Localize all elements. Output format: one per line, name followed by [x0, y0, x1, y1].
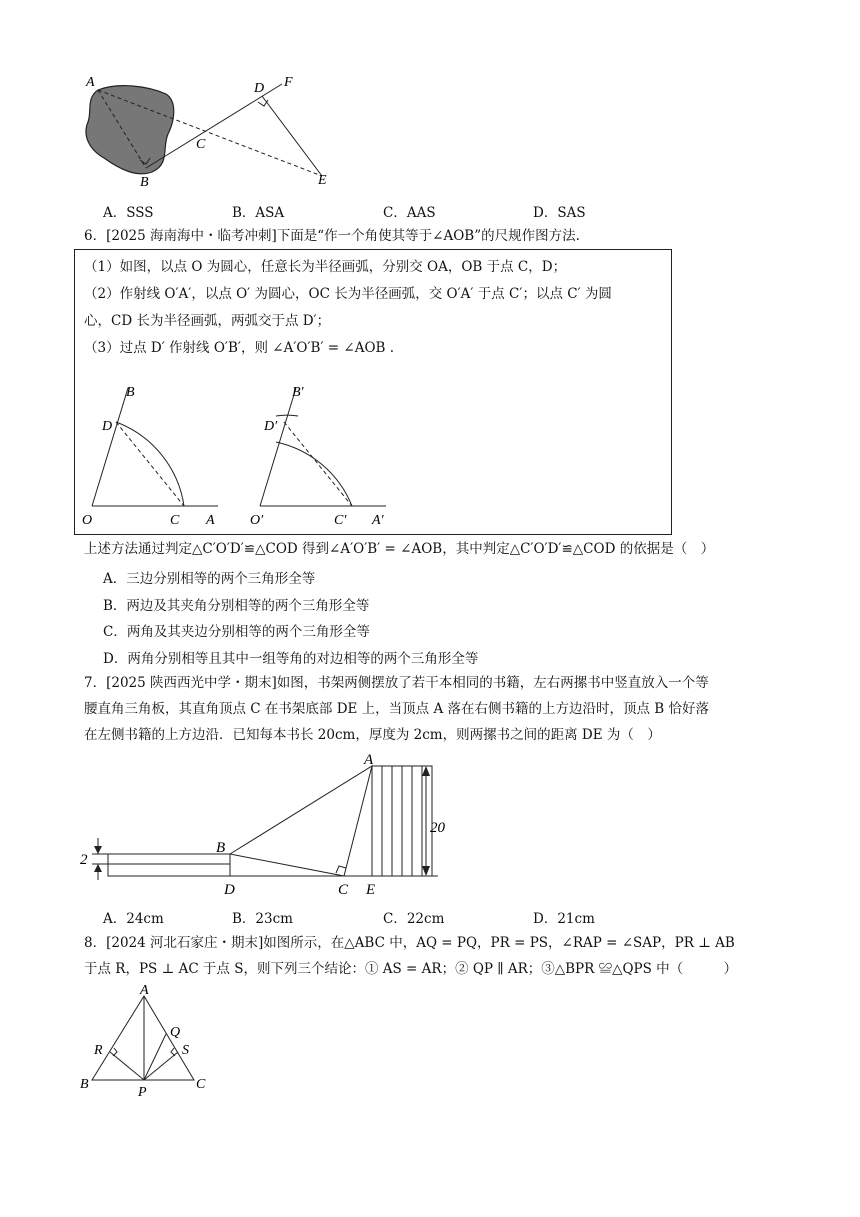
q7-option-d[interactable]: D．21cm — [533, 911, 595, 927]
q6-label-A: A — [206, 513, 215, 528]
q6-step-2b: 心，CD 长为半径画弧，两弧交于点 D′； — [84, 313, 331, 329]
q5-label-C: C — [196, 137, 206, 152]
q8-label-B: B — [80, 1077, 89, 1092]
q6-question: 上述方法通过判定△C′O′D′≌△COD 得到∠A′O′B′ = ∠AOB，其中判定△C′O′D′≌△COD 的依据是（ ） — [84, 541, 715, 557]
q5-line-D-E — [262, 96, 322, 176]
q7-label-D: D — [224, 882, 235, 898]
q7-left-book-top — [108, 854, 230, 864]
q8-line-PR — [110, 1052, 144, 1080]
q5-right-angle-D — [258, 100, 268, 106]
q6-option-b[interactable]: B．两边及其夹角分别相等的两个三角形全等 — [103, 598, 370, 614]
q7-label-2: 2 — [80, 852, 88, 868]
q6-label-B: B — [126, 385, 135, 400]
q6-label-D: D — [102, 419, 113, 434]
q5-figure — [78, 72, 348, 192]
q7-triangle-ABC — [230, 766, 372, 876]
q8-right-angle-R — [113, 1048, 117, 1056]
q5-label-D: D — [254, 81, 265, 96]
q7-label-C: C — [338, 882, 349, 898]
q7-option-b[interactable]: B．23cm — [232, 911, 293, 927]
q6-label-A2: A′ — [372, 513, 384, 528]
q6-figure-left — [78, 382, 238, 530]
q6-dashed-CD — [116, 422, 184, 506]
q5-option-b[interactable]: B．ASA — [232, 205, 285, 221]
q6-label-O2: O′ — [250, 513, 264, 528]
q5-label-F: F — [284, 75, 293, 90]
q6-arc-2 — [276, 442, 352, 506]
q6-step-1: （1）如图，以点 O 为圆心，任意长为半径画弧，分别交 OA，OB 于点 C，D； — [84, 259, 567, 275]
q7-line-3: 在左侧书籍的上方边沿．已知每本书长 20cm，厚度为 2cm，则两摞书之间的距离 DE 为（ ） — [84, 727, 661, 743]
q6-option-a[interactable]: A．三边分别相等的两个三角形全等 — [103, 571, 316, 587]
q6-figure-right — [246, 382, 406, 530]
q6-label-D2: D′ — [264, 419, 278, 434]
q7-line-1: 7．[2025 陕西西光中学・期末]如图，书架两侧摆放了若干本相同的书籍，左右两摞书中竖直放入一个等 — [84, 675, 709, 691]
q5-option-a[interactable]: A．SSS — [103, 205, 154, 221]
q5-option-c[interactable]: C．AAS — [383, 205, 436, 221]
q7-line-2: 腰直角三角板，其直角顶点 C 在书架底部 DE 上，当顶点 A 落在右侧书籍的上方边沿时，顶点 B 恰好落 — [84, 701, 710, 717]
q8-line-PS — [144, 1052, 178, 1080]
q5-label-A: A — [86, 75, 95, 90]
q7-right-angle-C — [336, 866, 346, 873]
q7-label-A: A — [364, 752, 374, 768]
q7-dim-2-arrow-top — [94, 846, 102, 854]
q5-option-d[interactable]: D．SAS — [533, 205, 586, 221]
q7-label-B: B — [216, 840, 226, 856]
q6-label-C: C — [170, 513, 180, 528]
q7-dim-20-arrow-top — [422, 766, 430, 776]
q7-figure — [78, 752, 458, 900]
q6-label-B2: B′ — [292, 385, 304, 400]
q6-ray-O2B2 — [260, 388, 296, 506]
q8-label-P: P — [138, 1085, 147, 1098]
q8-line-1: 8．[2024 河北石家庄・期末]如图所示，在△ABC 中，AQ = PQ，PR = PS，∠RAP = ∠SAP，PR ⊥ AB — [84, 935, 735, 951]
q6-ray-OB — [92, 388, 128, 506]
q6-label-O: O — [82, 513, 93, 528]
q7-label-20: 20 — [430, 820, 445, 836]
q8-label-S: S — [182, 1043, 189, 1058]
q6-label-C2: C′ — [334, 513, 347, 528]
q7-left-book-bottom — [108, 864, 230, 876]
q8-line-PQ — [144, 1034, 166, 1080]
q6-step-2: （2）作射线 O′A′，以点 O′ 为圆心，OC 长为半径画弧，交 O′A′ 于点 C′；以点 C′ 为圆 — [84, 286, 612, 302]
q6-stem: 6．[2025 海南海中・临考冲刺]下面是“作一个角使其等于∠AOB”的尺规作图方法. — [84, 228, 580, 244]
q7-option-c[interactable]: C．22cm — [383, 911, 445, 927]
q8-label-C: C — [196, 1077, 206, 1092]
q8-label-Q: Q — [170, 1025, 181, 1040]
q7-dim-2-arrow-bottom — [94, 864, 102, 872]
q8-figure — [78, 984, 218, 1098]
q8-label-A: A — [140, 984, 149, 998]
q8-right-angle-S — [171, 1048, 175, 1056]
q5-label-B: B — [140, 175, 149, 190]
q5-pond-blob — [86, 86, 174, 174]
q7-dim-20-arrow-bottom — [422, 866, 430, 876]
q7-label-E: E — [366, 882, 376, 898]
q8-label-R: R — [94, 1043, 103, 1058]
q6-dashed-C2D2 — [284, 422, 352, 506]
q6-option-d[interactable]: D．两角分别相等且其中一组等角的对边相等的两个三角形全等 — [103, 651, 479, 667]
q6-step-3: （3）过点 D′ 作射线 O′B′，则 ∠A′O′B′ = ∠AOB . — [84, 340, 395, 356]
q7-option-a[interactable]: A．24cm — [103, 911, 164, 927]
q5-label-E: E — [318, 173, 327, 188]
q6-option-c[interactable]: C．两角及其夹边分别相等的两个三角形全等 — [103, 624, 370, 640]
q8-line-2: 于点 R，PS ⊥ AC 于点 S，则下列三个结论：① AS = AR；② QP ∥ AR；③△BPR ≌△QPS 中（ ） — [84, 961, 738, 977]
